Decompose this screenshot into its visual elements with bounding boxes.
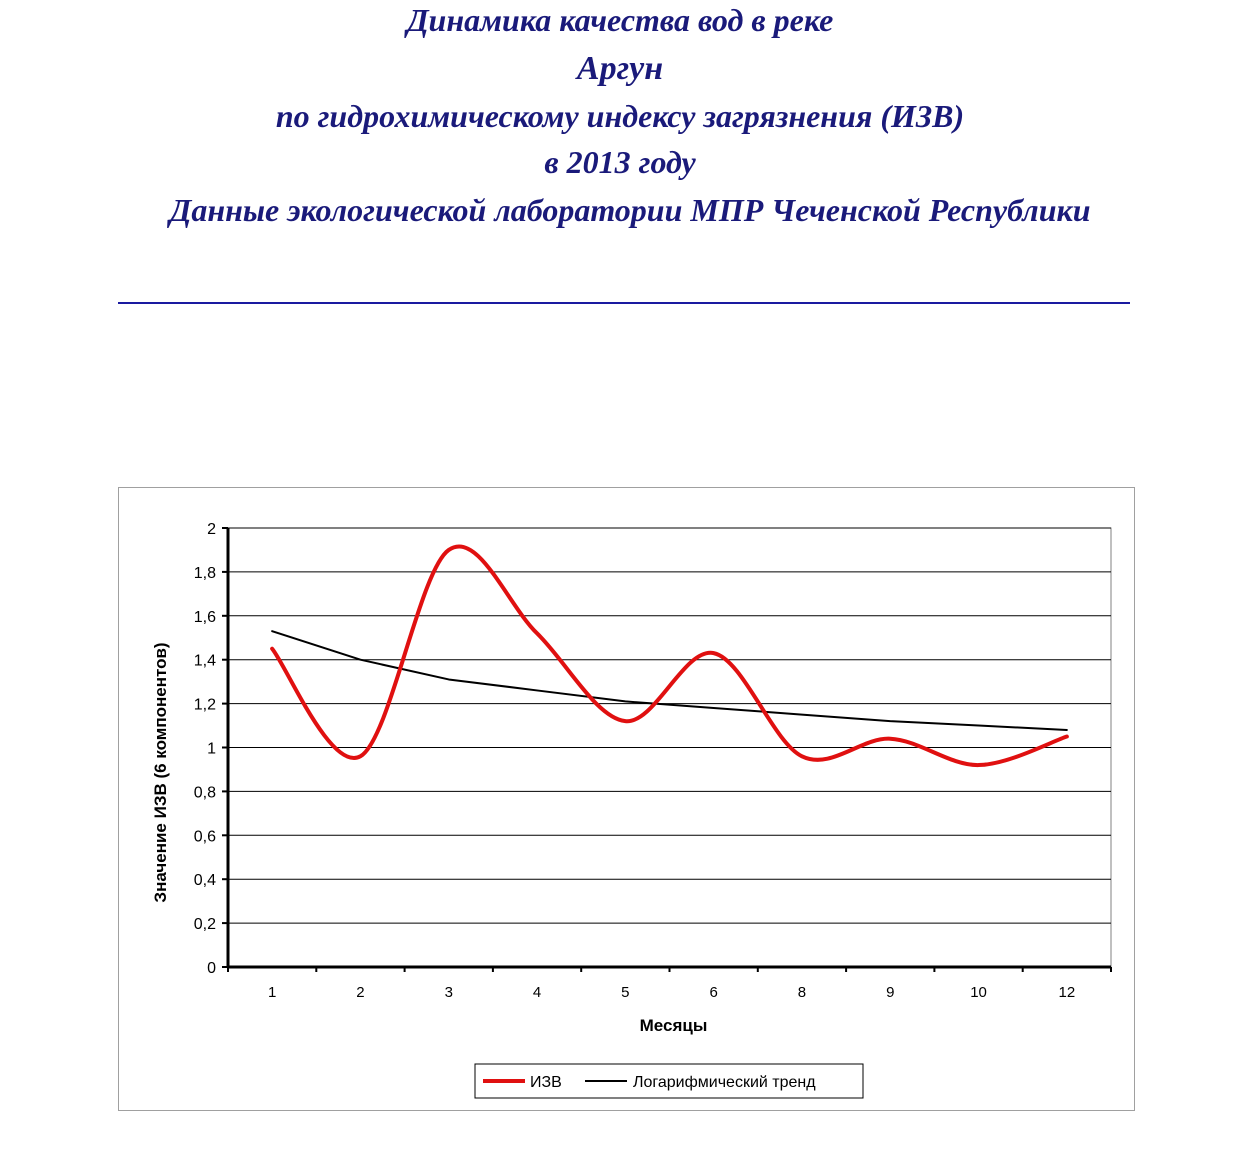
- legend-label-izv: ИЗВ: [530, 1074, 562, 1091]
- y-tick-label: 0,8: [193, 784, 216, 802]
- x-tick-label: 10: [970, 984, 987, 1001]
- y-axis-ticks: [194, 521, 228, 977]
- x-axis-ticks: [228, 967, 1111, 1001]
- legend-label-trend: Логарифмический тренд: [633, 1074, 816, 1091]
- title-source: Данные экологической лаборатории МПР Чеченской Республики: [169, 192, 1091, 228]
- series-group: [272, 546, 1067, 765]
- chart-svg: [119, 488, 1134, 1110]
- title-year: в 2013 году: [544, 144, 696, 180]
- y-tick-label: 1: [207, 740, 216, 758]
- y-tick-label: 0,4: [193, 872, 216, 890]
- y-tick-label: 0: [207, 960, 216, 977]
- y-tick-label: 0,6: [193, 828, 216, 846]
- y-tick-label: 1,2: [193, 696, 216, 714]
- series-line-trend: [272, 631, 1067, 730]
- y-axis-title: Значение ИЗВ (6 компонентов): [151, 642, 170, 903]
- legend: [475, 1064, 863, 1098]
- y-tick-label: 1,6: [193, 608, 216, 626]
- series-line-izv: [272, 546, 1067, 765]
- x-tick-label: 5: [621, 984, 630, 1001]
- x-tick-label: 6: [709, 984, 718, 1001]
- x-tick-label: 2: [356, 984, 365, 1001]
- title-line-1: Динамика качества вод в реке: [406, 2, 834, 38]
- title-divider: [118, 302, 1130, 304]
- x-tick-label: 4: [532, 984, 542, 1001]
- x-tick-label: 1: [267, 984, 277, 1001]
- x-tick-label: 12: [1058, 984, 1076, 1001]
- title-line-3: по гидрохимическому индексу загрязнения (ИЗВ): [275, 98, 965, 134]
- grid-lines: [228, 528, 1111, 967]
- y-tick-label: 1,4: [193, 652, 216, 670]
- x-tick-label: 9: [886, 984, 895, 1001]
- y-tick-label: 2: [207, 521, 216, 538]
- y-tick-label: 1,8: [193, 564, 216, 582]
- x-tick-label: 8: [797, 984, 807, 1001]
- title-river-name: Аргун: [576, 50, 664, 87]
- chart-frame: [118, 487, 1135, 1111]
- x-tick-label: 3: [444, 984, 453, 1001]
- x-axis-title: Месяцы: [639, 1016, 708, 1035]
- y-tick-label: 0,2: [193, 916, 216, 934]
